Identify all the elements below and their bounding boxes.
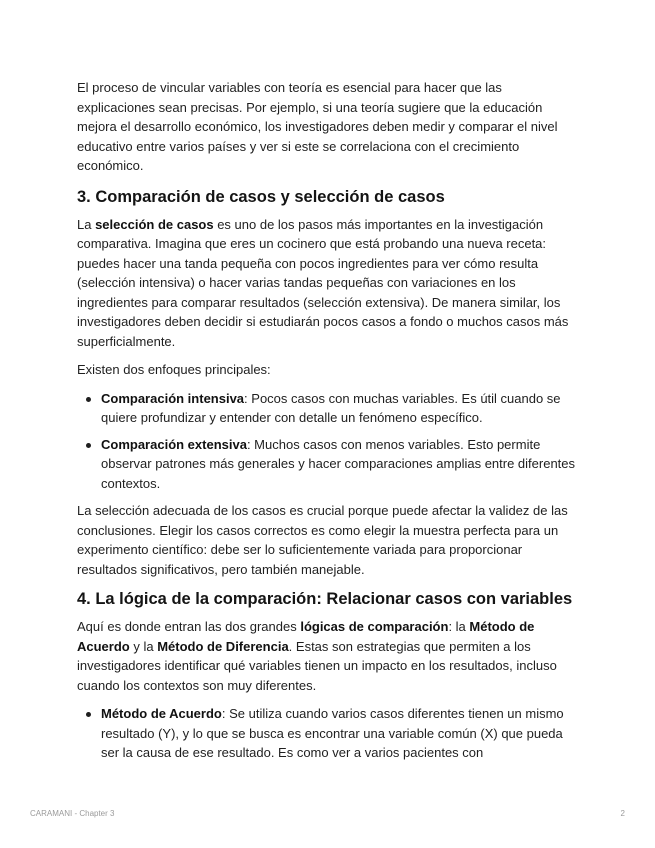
bold-term: Método de Acuerdo [77,619,535,654]
list-item-text: : Pocos casos con muchas variables. Es útil cuando se quiere profundizar y entender con detalle un fenómeno específico. [101,390,561,425]
bold-term: Comparación extensiva [101,436,247,452]
section-4-bullet-list [77,704,579,763]
text-run: es uno de los pasos más importantes en la investigación comparativa. Imagina que eres un cocinero que está probando una nueva receta: puedes hacer una tanda pequeña con pocos ingredientes para ver cómo resulta (selección intensiva) o hacer varias tandas pequeñas con variaciones en los ingredientes para comparar resultados (selección extensiva). De manera similar, los investigadores deben decidir si estudiarán pocos casos a fondo o muchos casos más superficialmente. [77,216,569,349]
section-3-paragraph-1 [77,215,579,352]
text-run: La [77,216,96,232]
bullet-icon [86,712,91,717]
text-run: y la [129,638,158,654]
bold-term: Método de Acuerdo [101,706,222,721]
intro-paragraph: El proceso de vincular variables con teoría es esencial para hacer que las explicaciones sean precisas. Por ejemplo, si una teoría sugiere que la educación mejora el desarrollo económico, los investigadores deben medir y comparar el nivel educativo entre varios países y ver si este se correlaciona con el crecimiento económico. [77,80,558,173]
page-number: 2 [620,809,625,818]
section-3-paragraph-2: Existen dos enfoques principales: [77,362,271,377]
footer-running-title: CARAMANI - Chapter 3 [30,809,115,818]
section-4-paragraph-1 [77,617,579,695]
list-item-text: : Muchos casos con menos variables. Esto permite observar patrones más generales y hacer comparaciones amplias entre diferentes contextos. [101,436,576,491]
section-3-bullet-list [77,389,579,494]
list-item [77,389,579,428]
list-item-text: : Se utiliza cuando varios casos diferentes tienen un mismo resultado (Y), y lo que se busca es encontrar una variable común (X) que pueda ser la causa de ese resultado. Es como ver a varios pacientes con [101,706,564,760]
bold-term: selección de casos [95,216,214,232]
bullet-icon [86,397,91,402]
page-content [77,78,579,771]
bullet-icon [86,443,91,448]
section-3-paragraph-3: La selección adecuada de los casos es crucial porque puede afectar la validez de las conclusiones. Elegir los casos correctos es como elegir la muestra perfecta para un experimento científico: debe ser lo suficientemente variada para proporcionar resultados significativos, pero también manejable. [77,503,568,577]
section-4-heading: 4. La lógica de la comparación: Relacionar casos con variables [77,590,573,608]
list-item [77,704,579,763]
text-run: Aquí es donde entran las dos grandes [77,619,301,634]
text-run: . Estas son estrategias que permiten a los investigadores identificar qué variables tienen un impacto en los resultados, incluso cuando los contextos son muy diferentes. [77,638,557,693]
list-item [77,435,579,494]
bold-term: Comparación intensiva [101,390,245,406]
section-3-heading: 3. Comparación de casos y selección de casos [77,187,445,206]
bold-term: Método de Diferencia [157,638,289,654]
bold-term: lógicas de comparación [300,619,449,634]
text-run: : la [448,619,470,634]
